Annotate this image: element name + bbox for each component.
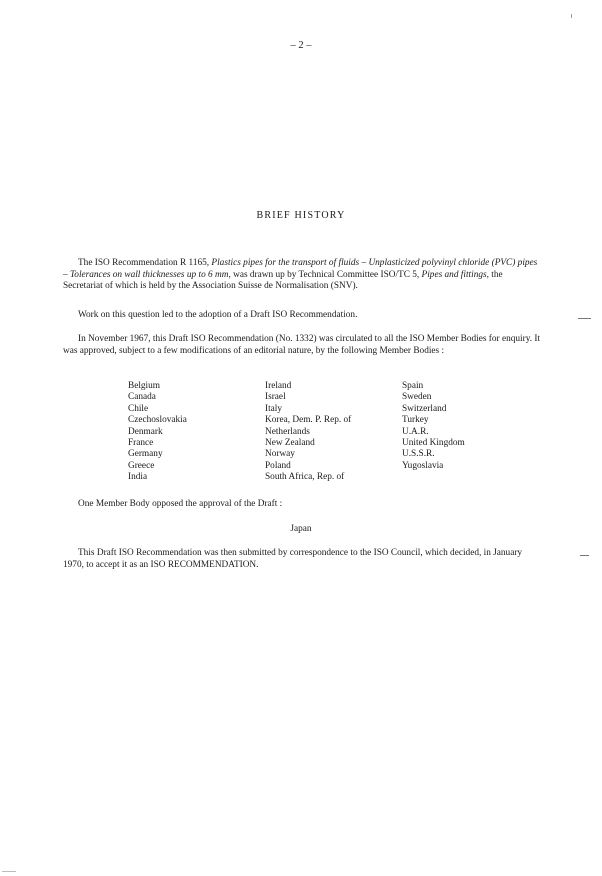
para1-title: Plastics pipes for the transport of fluids – Unplasticized polyvinyl chloride (PVC) pipes – Tolerances on wall thicknesses up to 6 mm, bbox=[63, 258, 538, 280]
margin-mark bbox=[580, 555, 589, 556]
member-body: Italy bbox=[265, 403, 283, 414]
member-body: Korea, Dem. P. Rep. of bbox=[265, 415, 352, 426]
paragraph-adoption: Work on this question led to the adoption of a Draft ISO Recommendation. bbox=[78, 310, 358, 320]
member-body: Ireland bbox=[265, 381, 292, 391]
para1-text-1: The ISO Recommendation R 1165, bbox=[78, 258, 212, 268]
member-body: Czechoslovakia bbox=[128, 415, 187, 426]
member-body: France bbox=[128, 438, 154, 449]
member-body: U.A.R. bbox=[402, 426, 429, 437]
scan-speck bbox=[2, 871, 16, 872]
para1-text-2: was drawn up by Technical Committee ISO/TC 5, bbox=[230, 269, 422, 280]
member-body: Norway bbox=[265, 449, 295, 460]
member-body: Germany bbox=[128, 449, 163, 460]
member-list-column-1 bbox=[128, 381, 187, 484]
member-body: Spain bbox=[402, 381, 424, 391]
para1-committee-name: Pipes and fittings, bbox=[421, 269, 489, 280]
member-body: Greece bbox=[128, 460, 155, 471]
margin-mark bbox=[578, 318, 591, 319]
paragraph-council-decision: This Draft ISO Recommendation was then submitted by correspondence to the ISO Council, which decided, in January 1970, to accept it as an ISO RECOMMENDATION. bbox=[63, 548, 523, 570]
paragraph-origin bbox=[63, 258, 541, 293]
page-number: – 2 – bbox=[290, 40, 312, 51]
member-body: New Zealand bbox=[265, 438, 315, 449]
member-body: Chile bbox=[128, 403, 149, 414]
para1-text-3: the Secretariat of which is held by the Association Suisse de Normalisation (SNV). bbox=[63, 269, 503, 292]
member-body: U.S.S.R. bbox=[402, 449, 435, 460]
member-body: Switzerland bbox=[402, 403, 447, 414]
member-body: United Kingdom bbox=[402, 438, 465, 449]
member-body: Turkey bbox=[402, 415, 429, 426]
member-body: Yugoslavia bbox=[402, 460, 444, 471]
member-body: South Africa, Rep. of bbox=[265, 472, 345, 483]
member-body: India bbox=[128, 472, 148, 483]
member-body: Canada bbox=[128, 392, 156, 403]
member-body: Israel bbox=[265, 392, 286, 403]
member-body: Sweden bbox=[402, 392, 432, 403]
member-body: Belgium bbox=[128, 381, 161, 391]
scan-speck bbox=[571, 14, 572, 18]
member-body: Netherlands bbox=[265, 426, 310, 437]
paragraph-opposition: One Member Body opposed the approval of the Draft : bbox=[78, 499, 283, 509]
member-body: Denmark bbox=[128, 426, 163, 437]
opposing-member-body: Japan bbox=[290, 524, 312, 534]
paragraph-enquiry: In November 1967, this Draft ISO Recommendation (No. 1332) was circulated to all the ISO Member Bodies for enquiry. It was approved, subject to a few modifications of an editorial nature, by the following Member Bodies : bbox=[63, 334, 541, 356]
member-list-column-2 bbox=[265, 381, 351, 484]
member-list-column-3 bbox=[402, 381, 465, 472]
section-heading: BRIEF HISTORY bbox=[256, 210, 346, 221]
member-body: Poland bbox=[265, 460, 291, 471]
